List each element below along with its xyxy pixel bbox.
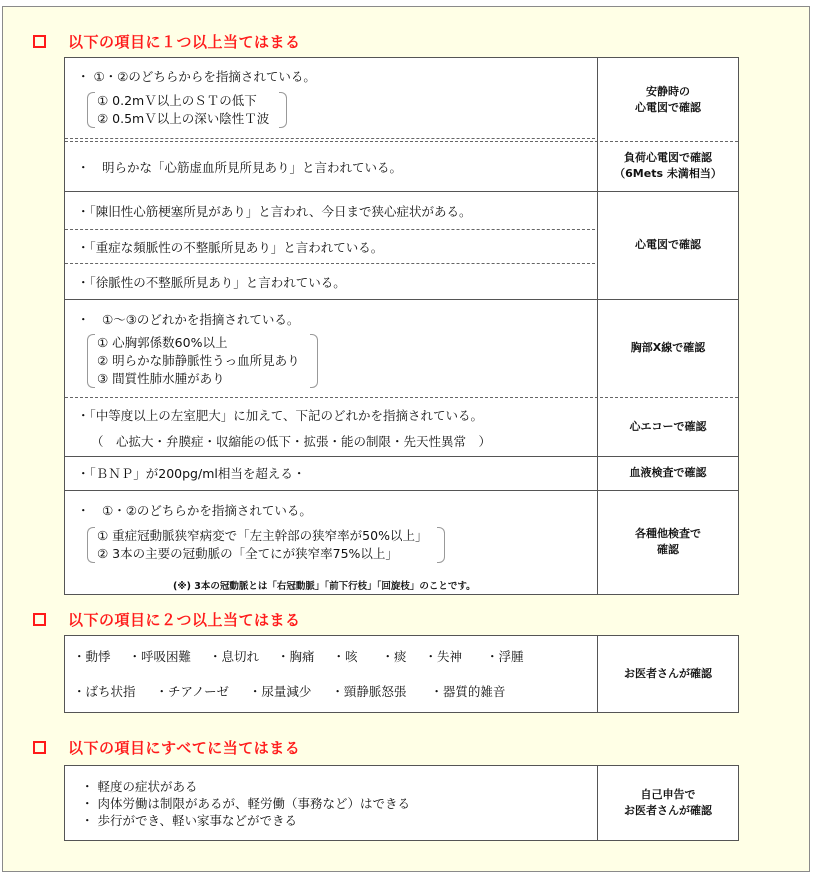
section-2-heading	[33, 609, 301, 630]
row7-note: (※) 3本の冠動脈とは「右冠動脈」「前下行枝」「回旋枝」のことです。	[173, 581, 476, 592]
bracket-right	[310, 334, 318, 388]
section-3-item-3: ・ 歩行ができ、軽い家事などができる	[81, 813, 297, 828]
bracket-right	[437, 527, 445, 563]
symptom: ・動悸	[73, 649, 111, 664]
row4-sub-1: ① 心胸郭係数60%以上	[97, 335, 228, 350]
section-3-method: 自己申告で お医者さんが確認	[624, 788, 712, 817]
page-frame	[2, 6, 810, 872]
symptom: ・痰	[381, 649, 407, 664]
bracket-left	[87, 527, 95, 563]
symptom: ・尿量減少	[248, 684, 312, 699]
divider	[65, 263, 595, 264]
symptom-line-1	[73, 648, 524, 666]
section-2-title: 以下の項目に２つ以上当てはまる	[68, 611, 301, 629]
row2-main: ・ 明らかな「心筋虚血所見所見あり」と言われている。	[77, 160, 403, 175]
section-2-table	[64, 635, 739, 713]
symptom: ・器質的雑音	[430, 684, 506, 699]
row7-main: ・ ①・②のどちらかを指摘されている。	[77, 503, 312, 518]
section-2-method: お医者さんが確認	[624, 667, 712, 680]
row3-item-1: ・「陳旧性心筋梗塞所見があり」と言われ、今日まで狭心症状がある。	[77, 204, 472, 219]
bracket-right	[279, 92, 287, 128]
row7-method: 各種他検査で 確認	[635, 527, 701, 556]
row6-main: ・「ＢＮＰ」が200pg/ml相当を超える・	[77, 466, 306, 481]
row3-item-2: ・「重症な頻脈性の不整脈所見あり」と言われている。	[77, 240, 384, 255]
section-3-item-2: ・ 肉体労働は制限があるが、軽労働（事務など）はできる	[81, 796, 410, 811]
row4-main: ・ ①～③のどれかを指摘されている。	[77, 312, 300, 327]
row5-main: ・「中等度以上の左室肥大」に加えて、下記のどれかを指摘されている。	[77, 408, 484, 423]
row4-sub-3: ③ 間質性肺水腫があり	[97, 371, 225, 386]
section-3-title: 以下の項目にすべてに当てはまる	[68, 739, 301, 757]
symptom: ・ばち状指	[73, 684, 136, 699]
row7-sub-block	[87, 527, 445, 563]
row2-method: 負荷心電図で確認 （6Mets 未満相当）	[614, 151, 722, 180]
row1-sub-block	[87, 92, 287, 128]
method-column	[597, 58, 738, 594]
section-3-item-1: ・ 軽度の症状がある	[81, 779, 198, 794]
divider	[65, 229, 595, 230]
checkbox-icon[interactable]	[33, 613, 46, 626]
symptom: ・失神	[424, 649, 463, 664]
checkbox-icon[interactable]	[33, 35, 46, 48]
row1-sub-1: ① 0.2mＶ以上のＳＴの低下	[97, 93, 257, 108]
row5-method: 心エコーで確認	[629, 419, 707, 433]
row1-main: ・ ①・②のどちらからを指摘されている。	[77, 69, 316, 84]
method-column	[597, 636, 738, 712]
symptom: ・胸痛	[277, 649, 315, 664]
row7-sub-1: ① 重症冠動脈狭窄病変で「左主幹部の狭窄率が50%以上」	[97, 528, 428, 543]
symptom: ・咳	[332, 649, 358, 664]
row4-sub-block	[87, 334, 318, 388]
row5-detail: （ 心拡大・弁膜症・収縮能の低下・拡張・能の制限・先天性異常 ）	[91, 434, 492, 449]
symptom: ・浮腫	[486, 649, 524, 664]
row3-item-3: ・「徐脈性の不整脈所見あり」と言われている。	[77, 275, 346, 290]
symptom: ・頸静脈怒張	[331, 684, 407, 699]
row7-sub-2: ② 3本の主要の冠動脈の「全てにが狭窄率75%以上」	[97, 546, 398, 561]
row1-sub-2: ② 0.5mＶ以上の深い陰性Ｔ波	[97, 111, 270, 126]
row1-method: 安静時の 心電図で確認	[635, 84, 701, 114]
bracket-left	[87, 334, 95, 388]
section-3-heading	[33, 737, 300, 758]
row4-method: 胸部X線で確認	[630, 341, 706, 354]
checkbox-icon[interactable]	[33, 741, 46, 754]
symptom: ・チアノーゼ	[155, 684, 229, 699]
bracket-left	[87, 92, 95, 128]
method-column	[597, 766, 738, 840]
section-1-table	[64, 57, 739, 595]
section-1-heading	[33, 31, 301, 52]
row4-sub-2: ② 明らかな肺静脈性うっ血所見あり	[97, 353, 300, 368]
row3-method: 心電図で確認	[635, 238, 701, 251]
section-3-table	[64, 765, 739, 841]
symptom: ・呼吸困難	[128, 649, 192, 664]
divider	[65, 138, 595, 139]
row6-method: 血液検査で確認	[629, 466, 707, 479]
section-3-list	[81, 778, 410, 829]
section-1-title: 以下の項目に１つ以上当てはまる	[68, 33, 301, 51]
symptom: ・息切れ	[209, 649, 260, 664]
symptom-line-2	[73, 683, 505, 701]
